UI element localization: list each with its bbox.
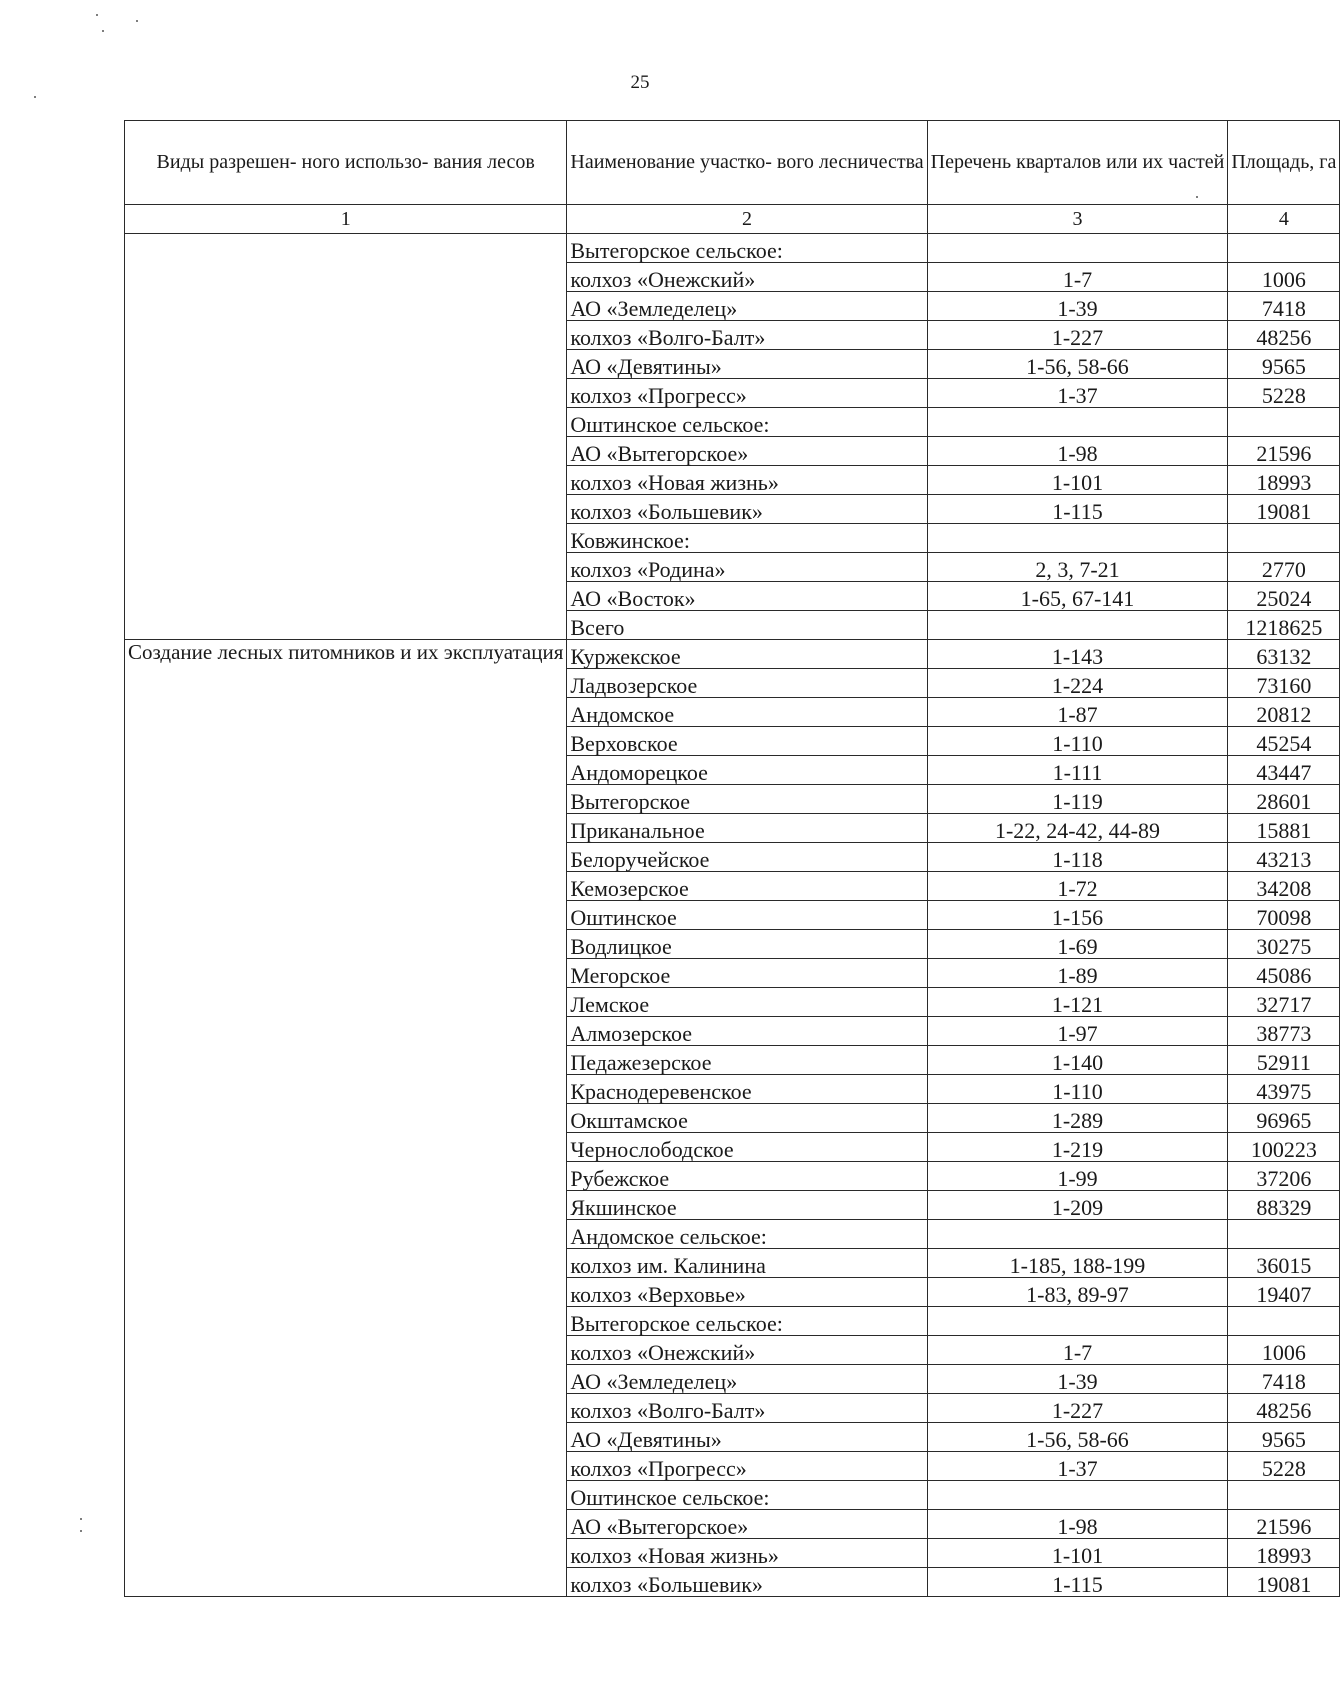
quarters-cell: 1-89 xyxy=(927,959,1228,988)
quarters-cell: 1-110 xyxy=(927,1075,1228,1104)
area-cell: 48256 xyxy=(1228,321,1340,350)
quarters-cell: 1-110 xyxy=(927,727,1228,756)
forestry-name-cell: Ладвозерское xyxy=(567,669,927,698)
quarters-cell xyxy=(927,1307,1228,1336)
quarters-cell: 1-156 xyxy=(927,901,1228,930)
forestry-name-cell: колхоз «Новая жизнь» xyxy=(567,1539,927,1568)
area-cell xyxy=(1228,1307,1340,1336)
quarters-cell: 1-56, 58-66 xyxy=(927,350,1228,379)
area-cell: 19081 xyxy=(1228,1568,1340,1597)
area-cell: 32717 xyxy=(1228,988,1340,1017)
forestry-name-cell: колхоз «Волго-Балт» xyxy=(567,321,927,350)
forestry-name-cell: Чернослободское xyxy=(567,1133,927,1162)
area-cell: 100223 xyxy=(1228,1133,1340,1162)
column-number-row xyxy=(125,205,1340,234)
area-cell xyxy=(1228,408,1340,437)
quarters-cell: 1-87 xyxy=(927,698,1228,727)
column-number: 3 xyxy=(927,205,1228,234)
forestry-name-cell: Вытегорское xyxy=(567,785,927,814)
forestry-name-cell: Вытегорское сельское: xyxy=(567,1307,927,1336)
quarters-cell: 1-22, 24-42, 44-89 xyxy=(927,814,1228,843)
forestry-name-cell: Ковжинское: xyxy=(567,524,927,553)
forestry-name-cell: Всего xyxy=(567,611,927,640)
quarters-cell: 1-224 xyxy=(927,669,1228,698)
quarters-cell: 1-121 xyxy=(927,988,1228,1017)
area-cell: 30275 xyxy=(1228,930,1340,959)
area-cell: 1218625 xyxy=(1228,611,1340,640)
quarters-cell: 1-56, 58-66 xyxy=(927,1423,1228,1452)
area-cell: 34208 xyxy=(1228,872,1340,901)
quarters-cell: 1-69 xyxy=(927,930,1228,959)
forestry-name-cell: колхоз «Большевик» xyxy=(567,1568,927,1597)
quarters-cell xyxy=(927,611,1228,640)
forestry-name-cell: колхоз «Прогресс» xyxy=(567,1452,927,1481)
forestry-name-cell: Андомское xyxy=(567,698,927,727)
quarters-cell: 1-7 xyxy=(927,1336,1228,1365)
area-cell: 45254 xyxy=(1228,727,1340,756)
area-cell: 88329 xyxy=(1228,1191,1340,1220)
quarters-cell: 1-111 xyxy=(927,756,1228,785)
forestry-name-cell: АО «Земледелец» xyxy=(567,292,927,321)
area-cell: 43975 xyxy=(1228,1075,1340,1104)
quarters-cell xyxy=(927,234,1228,263)
area-cell xyxy=(1228,1481,1340,1510)
forestry-name-cell: Верховское xyxy=(567,727,927,756)
quarters-cell xyxy=(927,408,1228,437)
header-forestry-name: Наименование участко- вого лесничества xyxy=(567,121,927,205)
area-cell: 7418 xyxy=(1228,1365,1340,1394)
quarters-cell: 1-289 xyxy=(927,1104,1228,1133)
forest-use-table xyxy=(124,120,1340,1597)
forestry-name-cell: Окштамское xyxy=(567,1104,927,1133)
area-cell: 5228 xyxy=(1228,1452,1340,1481)
quarters-cell: 1-115 xyxy=(927,1568,1228,1597)
quarters-cell xyxy=(927,1220,1228,1249)
area-cell: 7418 xyxy=(1228,292,1340,321)
quarters-cell: 1-143 xyxy=(927,640,1228,669)
forestry-name-cell: Краснодеревенское xyxy=(567,1075,927,1104)
forestry-name-cell: колхоз «Онежский» xyxy=(567,263,927,292)
area-cell: 15881 xyxy=(1228,814,1340,843)
table-body xyxy=(125,234,1340,1597)
area-cell: 19407 xyxy=(1228,1278,1340,1307)
forestry-name-cell: Оштинское сельское: xyxy=(567,408,927,437)
quarters-cell: 1-219 xyxy=(927,1133,1228,1162)
quarters-cell: 1-39 xyxy=(927,1365,1228,1394)
area-cell: 9565 xyxy=(1228,1423,1340,1452)
quarters-cell: 1-97 xyxy=(927,1017,1228,1046)
area-cell: 37206 xyxy=(1228,1162,1340,1191)
forestry-name-cell: АО «Земледелец» xyxy=(567,1365,927,1394)
area-cell xyxy=(1228,1220,1340,1249)
quarters-cell: 1-185, 188-199 xyxy=(927,1249,1228,1278)
scan-speck xyxy=(80,1530,82,1532)
area-cell: 63132 xyxy=(1228,640,1340,669)
forestry-name-cell: Куржекское xyxy=(567,640,927,669)
scan-speck xyxy=(102,30,104,32)
area-cell: 43447 xyxy=(1228,756,1340,785)
quarters-cell: 1-209 xyxy=(927,1191,1228,1220)
forestry-name-cell: колхоз «Волго-Балт» xyxy=(567,1394,927,1423)
quarters-cell: 1-140 xyxy=(927,1046,1228,1075)
area-cell: 25024 xyxy=(1228,582,1340,611)
area-cell: 5228 xyxy=(1228,379,1340,408)
area-cell: 70098 xyxy=(1228,901,1340,930)
quarters-cell: 1-101 xyxy=(927,1539,1228,1568)
area-cell: 36015 xyxy=(1228,1249,1340,1278)
quarters-cell: 1-227 xyxy=(927,321,1228,350)
use-type-cell xyxy=(125,234,567,640)
area-cell: 73160 xyxy=(1228,669,1340,698)
forestry-name-cell: Вытегорское сельское: xyxy=(567,234,927,263)
column-number: 4 xyxy=(1228,205,1340,234)
forestry-name-cell: Оштинское xyxy=(567,901,927,930)
table-row xyxy=(125,234,1340,263)
forestry-name-cell: АО «Девятины» xyxy=(567,1423,927,1452)
scan-speck xyxy=(96,14,98,16)
area-cell: 48256 xyxy=(1228,1394,1340,1423)
quarters-cell: 1-118 xyxy=(927,843,1228,872)
area-cell: 2770 xyxy=(1228,553,1340,582)
area-cell: 19081 xyxy=(1228,495,1340,524)
area-cell: 18993 xyxy=(1228,466,1340,495)
forestry-name-cell: Якшинское xyxy=(567,1191,927,1220)
forestry-name-cell: Лемское xyxy=(567,988,927,1017)
quarters-cell: 2, 3, 7-21 xyxy=(927,553,1228,582)
table-header-row xyxy=(125,121,1340,205)
scan-speck xyxy=(34,96,36,98)
forestry-name-cell: колхоз «Прогресс» xyxy=(567,379,927,408)
forestry-name-cell: АО «Девятины» xyxy=(567,350,927,379)
forestry-name-cell: Рубежское xyxy=(567,1162,927,1191)
forestry-name-cell: Мегорское xyxy=(567,959,927,988)
forestry-name-cell: АО «Восток» xyxy=(567,582,927,611)
quarters-cell: 1-115 xyxy=(927,495,1228,524)
quarters-cell xyxy=(927,1481,1228,1510)
forestry-name-cell: колхоз им. Калинина xyxy=(567,1249,927,1278)
quarters-cell: 1-99 xyxy=(927,1162,1228,1191)
quarters-cell: 1-227 xyxy=(927,1394,1228,1423)
column-number: 2 xyxy=(567,205,927,234)
quarters-cell: 1-98 xyxy=(927,437,1228,466)
forestry-name-cell: Белоручейское xyxy=(567,843,927,872)
area-cell: 21596 xyxy=(1228,437,1340,466)
area-cell: 20812 xyxy=(1228,698,1340,727)
scan-speck xyxy=(136,20,138,22)
area-cell: 28601 xyxy=(1228,785,1340,814)
area-cell xyxy=(1228,524,1340,553)
area-cell: 45086 xyxy=(1228,959,1340,988)
forestry-name-cell: Андомское сельское: xyxy=(567,1220,927,1249)
quarters-cell xyxy=(927,524,1228,553)
area-cell xyxy=(1228,234,1340,263)
area-cell: 9565 xyxy=(1228,350,1340,379)
quarters-cell: 1-37 xyxy=(927,379,1228,408)
forestry-name-cell: Педажезерское xyxy=(567,1046,927,1075)
forestry-name-cell: Кемозерское xyxy=(567,872,927,901)
quarters-cell: 1-65, 67-141 xyxy=(927,582,1228,611)
header-use-type: Виды разрешен- ного использо- вания лесов xyxy=(125,121,567,205)
quarters-cell: 1-101 xyxy=(927,466,1228,495)
area-cell: 96965 xyxy=(1228,1104,1340,1133)
forestry-name-cell: колхоз «Верховье» xyxy=(567,1278,927,1307)
use-type-cell: Создание лесных питомников и их эксплуатация xyxy=(125,640,567,1597)
table-row xyxy=(125,640,1340,669)
forestry-name-cell: Приканальное xyxy=(567,814,927,843)
column-number: 1 xyxy=(125,205,567,234)
forestry-name-cell: Водлицкое xyxy=(567,930,927,959)
quarters-cell: 1-7 xyxy=(927,263,1228,292)
quarters-cell: 1-98 xyxy=(927,1510,1228,1539)
area-cell: 38773 xyxy=(1228,1017,1340,1046)
forestry-name-cell: колхоз «Новая жизнь» xyxy=(567,466,927,495)
quarters-cell: 1-37 xyxy=(927,1452,1228,1481)
forestry-name-cell: АО «Вытегорское» xyxy=(567,1510,927,1539)
scan-speck xyxy=(80,1518,82,1520)
header-area: Площадь, га xyxy=(1228,121,1340,205)
forestry-name-cell: АО «Вытегорское» xyxy=(567,437,927,466)
quarters-cell: 1-39 xyxy=(927,292,1228,321)
area-cell: 52911 xyxy=(1228,1046,1340,1075)
area-cell: 1006 xyxy=(1228,263,1340,292)
forestry-name-cell: Андоморецкое xyxy=(567,756,927,785)
forestry-name-cell: колхоз «Родина» xyxy=(567,553,927,582)
area-cell: 21596 xyxy=(1228,1510,1340,1539)
forestry-name-cell: колхоз «Онежский» xyxy=(567,1336,927,1365)
forestry-name-cell: колхоз «Большевик» xyxy=(567,495,927,524)
forestry-name-cell: Алмозерское xyxy=(567,1017,927,1046)
area-cell: 1006 xyxy=(1228,1336,1340,1365)
header-quarters-list: Перечень кварталов или их частей xyxy=(927,121,1228,205)
quarters-cell: 1-119 xyxy=(927,785,1228,814)
quarters-cell: 1-72 xyxy=(927,872,1228,901)
area-cell: 43213 xyxy=(1228,843,1340,872)
area-cell: 18993 xyxy=(1228,1539,1340,1568)
forestry-name-cell: Оштинское сельское: xyxy=(567,1481,927,1510)
quarters-cell: 1-83, 89-97 xyxy=(927,1278,1228,1307)
page-number: 25 xyxy=(630,72,650,93)
